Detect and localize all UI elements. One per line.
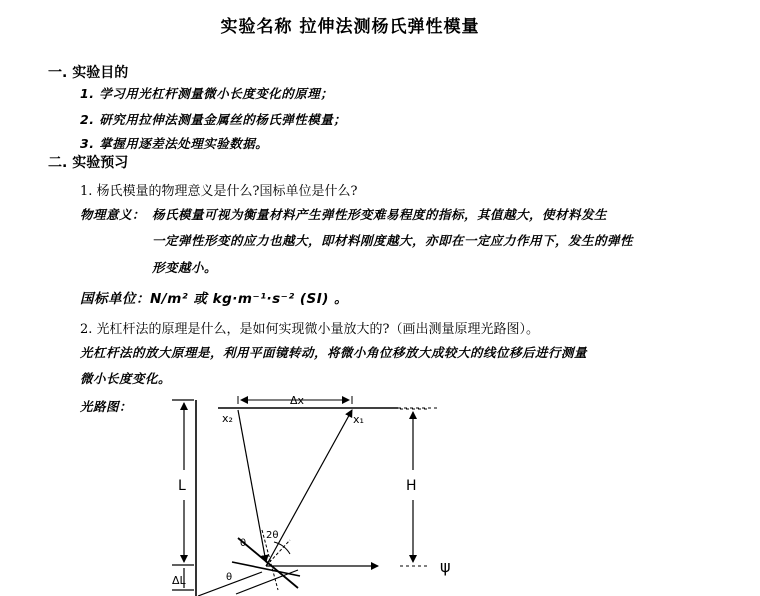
label-2theta: 2θ <box>266 530 279 541</box>
label-theta-bottom: θ <box>226 572 233 583</box>
section-heading-preview: 二. 实验预习 <box>48 155 129 171</box>
label-H: H <box>406 478 417 494</box>
label-delta-L: ΔL <box>172 574 186 587</box>
label-theta-top: θ <box>240 538 247 549</box>
purpose-item: 2. 研究用拉伸法测量金属丝的杨氏弹性模量； <box>80 112 347 127</box>
ray-reflected <box>266 410 352 566</box>
answer-line: 微小长度变化。 <box>80 371 172 386</box>
diagram-label: 光路图： <box>80 399 133 414</box>
label-L: L <box>178 478 186 494</box>
purpose-item: 3. 掌握用逐差法处理实验数据。 <box>80 136 269 151</box>
section-heading-purpose: 一. 实验目的 <box>48 65 129 81</box>
page-title: 实验名称 拉伸法测杨氏弹性模量 <box>220 17 480 37</box>
purpose-item: 1. 学习用光杠杆测量微小长度变化的原理； <box>80 86 334 101</box>
label-x1: x₁ <box>353 413 364 426</box>
label-delta-x: Δx <box>290 394 305 407</box>
question-2: 2. 光杠杆法的原理是什么，是如何实现微小量放大的?（画出测量原理光路图）。 <box>80 322 540 337</box>
eye-icon: ψ <box>440 557 451 576</box>
answer-line: 杨氏模量可视为衡量材料产生弹性形变难易程度的指标，其值越大，使材料发生 <box>152 207 608 222</box>
answer-line: 形变越小。 <box>152 260 218 275</box>
mirror-rotated <box>238 538 298 588</box>
answer-line: 一定弹性形变的应力也越大，即材料刚度越大，亦即在一定应力作用下，发生的弹性 <box>152 233 634 248</box>
question-1: 1. 杨氏模量的物理意义是什么?国标单位是什么? <box>80 184 358 199</box>
answer-line: 光杠杆法的放大原理是，利用平面镜转动，将微小角位移放大成较大的线位移后进行测量 <box>80 345 588 360</box>
si-unit-line: 国标单位：N/m² 或 kg·m⁻¹·s⁻² (SI) 。 <box>80 291 349 307</box>
answer-label: 物理意义： <box>80 207 146 222</box>
label-x2: x₂ <box>222 412 233 425</box>
mirror <box>232 562 300 576</box>
